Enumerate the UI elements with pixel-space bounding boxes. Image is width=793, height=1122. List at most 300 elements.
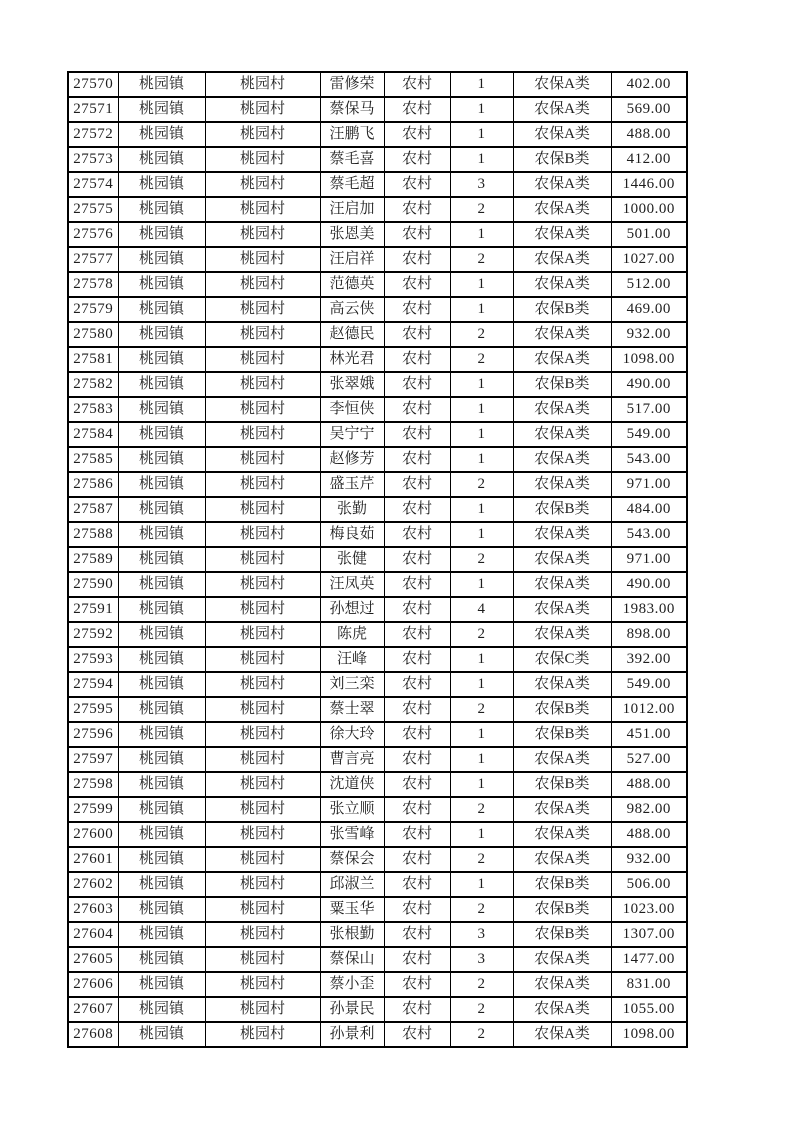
- cell-insurance_type: 农保A类: [513, 347, 611, 372]
- cell-name: 徐大玲: [320, 722, 384, 747]
- cell-village: 桃园村: [205, 422, 320, 447]
- cell-town: 桃园镇: [118, 722, 205, 747]
- cell-amount: 543.00: [611, 447, 687, 472]
- cell-household_type: 农村: [384, 897, 450, 922]
- cell-village: 桃园村: [205, 522, 320, 547]
- cell-insurance_type: 农保A类: [513, 997, 611, 1022]
- cell-person_count: 1: [450, 397, 513, 422]
- cell-person_count: 1: [450, 422, 513, 447]
- cell-amount: 488.00: [611, 822, 687, 847]
- cell-name: 蔡士翠: [320, 697, 384, 722]
- cell-village: 桃园村: [205, 97, 320, 122]
- cell-amount: 484.00: [611, 497, 687, 522]
- cell-household_type: 农村: [384, 272, 450, 297]
- cell-village: 桃园村: [205, 672, 320, 697]
- cell-name: 孙想过: [320, 597, 384, 622]
- cell-household_type: 农村: [384, 872, 450, 897]
- cell-household_type: 农村: [384, 947, 450, 972]
- cell-name: 蔡保马: [320, 97, 384, 122]
- cell-name: 蔡保会: [320, 847, 384, 872]
- cell-household_type: 农村: [384, 422, 450, 447]
- cell-village: 桃园村: [205, 397, 320, 422]
- cell-household_type: 农村: [384, 222, 450, 247]
- cell-village: 桃园村: [205, 797, 320, 822]
- table-row: [68, 597, 687, 622]
- cell-household_type: 农村: [384, 847, 450, 872]
- cell-person_count: 1: [450, 722, 513, 747]
- table-row: [68, 172, 687, 197]
- cell-town: 桃园镇: [118, 647, 205, 672]
- cell-record_id: 27570: [68, 72, 118, 97]
- table-row: [68, 647, 687, 672]
- cell-household_type: 农村: [384, 797, 450, 822]
- cell-record_id: 27608: [68, 1022, 118, 1047]
- cell-person_count: 2: [450, 547, 513, 572]
- cell-amount: 1055.00: [611, 997, 687, 1022]
- cell-town: 桃园镇: [118, 997, 205, 1022]
- cell-insurance_type: 农保B类: [513, 372, 611, 397]
- cell-record_id: 27572: [68, 122, 118, 147]
- cell-town: 桃园镇: [118, 422, 205, 447]
- cell-village: 桃园村: [205, 972, 320, 997]
- cell-record_id: 27583: [68, 397, 118, 422]
- cell-insurance_type: 农保A类: [513, 622, 611, 647]
- cell-person_count: 2: [450, 347, 513, 372]
- cell-village: 桃园村: [205, 197, 320, 222]
- cell-household_type: 农村: [384, 322, 450, 347]
- cell-amount: 1983.00: [611, 597, 687, 622]
- cell-village: 桃园村: [205, 222, 320, 247]
- cell-amount: 1098.00: [611, 1022, 687, 1047]
- cell-village: 桃园村: [205, 547, 320, 572]
- cell-record_id: 27592: [68, 622, 118, 647]
- cell-household_type: 农村: [384, 122, 450, 147]
- cell-name: 陈虎: [320, 622, 384, 647]
- cell-name: 汪启祥: [320, 247, 384, 272]
- cell-insurance_type: 农保A类: [513, 822, 611, 847]
- cell-amount: 527.00: [611, 747, 687, 772]
- table-row: [68, 872, 687, 897]
- cell-person_count: 2: [450, 622, 513, 647]
- cell-name: 汪凤英: [320, 572, 384, 597]
- cell-town: 桃园镇: [118, 497, 205, 522]
- cell-town: 桃园镇: [118, 922, 205, 947]
- cell-household_type: 农村: [384, 647, 450, 672]
- cell-village: 桃园村: [205, 897, 320, 922]
- cell-village: 桃园村: [205, 997, 320, 1022]
- cell-household_type: 农村: [384, 997, 450, 1022]
- cell-name: 蔡保山: [320, 947, 384, 972]
- cell-town: 桃园镇: [118, 122, 205, 147]
- cell-household_type: 农村: [384, 447, 450, 472]
- cell-record_id: 27589: [68, 547, 118, 572]
- cell-name: 孙景民: [320, 997, 384, 1022]
- cell-insurance_type: 农保B类: [513, 872, 611, 897]
- cell-amount: 392.00: [611, 647, 687, 672]
- cell-amount: 490.00: [611, 372, 687, 397]
- cell-record_id: 27607: [68, 997, 118, 1022]
- cell-amount: 932.00: [611, 322, 687, 347]
- cell-town: 桃园镇: [118, 472, 205, 497]
- table-row: [68, 422, 687, 447]
- cell-name: 林光君: [320, 347, 384, 372]
- cell-amount: 506.00: [611, 872, 687, 897]
- cell-amount: 412.00: [611, 147, 687, 172]
- cell-record_id: 27595: [68, 697, 118, 722]
- cell-name: 雷修荣: [320, 72, 384, 97]
- cell-amount: 543.00: [611, 522, 687, 547]
- cell-amount: 1027.00: [611, 247, 687, 272]
- cell-town: 桃园镇: [118, 747, 205, 772]
- cell-name: 沈道侠: [320, 772, 384, 797]
- cell-name: 汪启加: [320, 197, 384, 222]
- cell-town: 桃园镇: [118, 597, 205, 622]
- cell-amount: 402.00: [611, 72, 687, 97]
- cell-insurance_type: 农保A类: [513, 1022, 611, 1047]
- cell-person_count: 2: [450, 997, 513, 1022]
- cell-person_count: 2: [450, 247, 513, 272]
- cell-person_count: 1: [450, 497, 513, 522]
- table-row: [68, 397, 687, 422]
- cell-record_id: 27587: [68, 497, 118, 522]
- cell-name: 张翠娥: [320, 372, 384, 397]
- cell-name: 范德英: [320, 272, 384, 297]
- cell-insurance_type: 农保A类: [513, 472, 611, 497]
- cell-amount: 932.00: [611, 847, 687, 872]
- cell-record_id: 27604: [68, 922, 118, 947]
- table-row: [68, 797, 687, 822]
- cell-insurance_type: 农保A类: [513, 947, 611, 972]
- cell-village: 桃园村: [205, 372, 320, 397]
- table-row: [68, 322, 687, 347]
- table-row: [68, 772, 687, 797]
- table-row: [68, 497, 687, 522]
- cell-person_count: 1: [450, 522, 513, 547]
- table-row: [68, 747, 687, 772]
- table-row: [68, 697, 687, 722]
- cell-amount: 517.00: [611, 397, 687, 422]
- table-row: [68, 672, 687, 697]
- cell-town: 桃园镇: [118, 72, 205, 97]
- cell-name: 赵德民: [320, 322, 384, 347]
- cell-insurance_type: 农保A类: [513, 197, 611, 222]
- cell-name: 汪峰: [320, 647, 384, 672]
- cell-town: 桃园镇: [118, 897, 205, 922]
- cell-person_count: 2: [450, 897, 513, 922]
- cell-record_id: 27590: [68, 572, 118, 597]
- cell-name: 孙景利: [320, 1022, 384, 1047]
- cell-household_type: 农村: [384, 472, 450, 497]
- cell-town: 桃园镇: [118, 322, 205, 347]
- cell-village: 桃园村: [205, 147, 320, 172]
- cell-village: 桃园村: [205, 847, 320, 872]
- cell-town: 桃园镇: [118, 547, 205, 572]
- cell-household_type: 农村: [384, 372, 450, 397]
- cell-person_count: 2: [450, 322, 513, 347]
- cell-town: 桃园镇: [118, 247, 205, 272]
- cell-village: 桃园村: [205, 772, 320, 797]
- cell-insurance_type: 农保A类: [513, 422, 611, 447]
- cell-household_type: 农村: [384, 97, 450, 122]
- cell-amount: 469.00: [611, 297, 687, 322]
- cell-town: 桃园镇: [118, 397, 205, 422]
- cell-record_id: 27605: [68, 947, 118, 972]
- cell-person_count: 2: [450, 1022, 513, 1047]
- table-row: [68, 922, 687, 947]
- cell-person_count: 1: [450, 447, 513, 472]
- cell-village: 桃园村: [205, 347, 320, 372]
- cell-household_type: 农村: [384, 572, 450, 597]
- cell-insurance_type: 农保B类: [513, 722, 611, 747]
- cell-amount: 501.00: [611, 222, 687, 247]
- table-row: [68, 897, 687, 922]
- cell-person_count: 2: [450, 972, 513, 997]
- cell-amount: 1477.00: [611, 947, 687, 972]
- cell-amount: 1023.00: [611, 897, 687, 922]
- cell-town: 桃园镇: [118, 872, 205, 897]
- cell-record_id: 27601: [68, 847, 118, 872]
- cell-record_id: 27573: [68, 147, 118, 172]
- cell-town: 桃园镇: [118, 522, 205, 547]
- cell-village: 桃园村: [205, 697, 320, 722]
- cell-name: 盛玉芹: [320, 472, 384, 497]
- cell-town: 桃园镇: [118, 297, 205, 322]
- cell-village: 桃园村: [205, 947, 320, 972]
- table-row: [68, 222, 687, 247]
- table-row: [68, 472, 687, 497]
- cell-insurance_type: 农保A类: [513, 672, 611, 697]
- cell-record_id: 27580: [68, 322, 118, 347]
- cell-village: 桃园村: [205, 597, 320, 622]
- cell-amount: 512.00: [611, 272, 687, 297]
- cell-name: 张立顺: [320, 797, 384, 822]
- cell-amount: 831.00: [611, 972, 687, 997]
- table-row: [68, 247, 687, 272]
- table-row: [68, 272, 687, 297]
- cell-amount: 971.00: [611, 547, 687, 572]
- cell-village: 桃园村: [205, 647, 320, 672]
- cell-person_count: 1: [450, 72, 513, 97]
- cell-name: 赵修芳: [320, 447, 384, 472]
- table-row: [68, 197, 687, 222]
- cell-insurance_type: 农保A类: [513, 272, 611, 297]
- cell-insurance_type: 农保B类: [513, 697, 611, 722]
- cell-name: 蔡毛喜: [320, 147, 384, 172]
- cell-insurance_type: 农保A类: [513, 247, 611, 272]
- cell-record_id: 27596: [68, 722, 118, 747]
- cell-person_count: 3: [450, 947, 513, 972]
- cell-town: 桃园镇: [118, 97, 205, 122]
- cell-village: 桃园村: [205, 822, 320, 847]
- table-row: [68, 1022, 687, 1047]
- cell-name: 曹言亮: [320, 747, 384, 772]
- cell-household_type: 农村: [384, 522, 450, 547]
- cell-insurance_type: 农保B类: [513, 497, 611, 522]
- cell-town: 桃园镇: [118, 1022, 205, 1047]
- cell-household_type: 农村: [384, 147, 450, 172]
- cell-village: 桃园村: [205, 1022, 320, 1047]
- cell-insurance_type: 农保A类: [513, 572, 611, 597]
- cell-person_count: 1: [450, 872, 513, 897]
- table-row: [68, 847, 687, 872]
- cell-person_count: 2: [450, 797, 513, 822]
- cell-name: 刘三栾: [320, 672, 384, 697]
- cell-household_type: 农村: [384, 347, 450, 372]
- cell-record_id: 27602: [68, 872, 118, 897]
- cell-town: 桃园镇: [118, 797, 205, 822]
- cell-amount: 1012.00: [611, 697, 687, 722]
- cell-town: 桃园镇: [118, 672, 205, 697]
- cell-insurance_type: 农保A类: [513, 847, 611, 872]
- cell-town: 桃园镇: [118, 572, 205, 597]
- cell-amount: 488.00: [611, 122, 687, 147]
- cell-town: 桃园镇: [118, 147, 205, 172]
- cell-town: 桃园镇: [118, 197, 205, 222]
- cell-amount: 982.00: [611, 797, 687, 822]
- cell-person_count: 1: [450, 147, 513, 172]
- cell-village: 桃园村: [205, 272, 320, 297]
- table-row: [68, 547, 687, 572]
- cell-insurance_type: 农保A类: [513, 122, 611, 147]
- cell-town: 桃园镇: [118, 447, 205, 472]
- cell-household_type: 农村: [384, 747, 450, 772]
- table-row: [68, 622, 687, 647]
- cell-person_count: 4: [450, 597, 513, 622]
- cell-household_type: 农村: [384, 397, 450, 422]
- cell-record_id: 27606: [68, 972, 118, 997]
- cell-village: 桃园村: [205, 872, 320, 897]
- cell-record_id: 27574: [68, 172, 118, 197]
- table-row: [68, 997, 687, 1022]
- cell-record_id: 27599: [68, 797, 118, 822]
- cell-town: 桃园镇: [118, 772, 205, 797]
- cell-record_id: 27594: [68, 672, 118, 697]
- cell-name: 邱淑兰: [320, 872, 384, 897]
- cell-amount: 1307.00: [611, 922, 687, 947]
- cell-record_id: 27579: [68, 297, 118, 322]
- cell-person_count: 1: [450, 272, 513, 297]
- cell-town: 桃园镇: [118, 372, 205, 397]
- cell-town: 桃园镇: [118, 222, 205, 247]
- cell-name: 张根勤: [320, 922, 384, 947]
- cell-household_type: 农村: [384, 247, 450, 272]
- cell-person_count: 2: [450, 697, 513, 722]
- cell-record_id: 27578: [68, 272, 118, 297]
- cell-amount: 490.00: [611, 572, 687, 597]
- cell-insurance_type: 农保A类: [513, 522, 611, 547]
- table-row: [68, 72, 687, 97]
- cell-record_id: 27593: [68, 647, 118, 672]
- beneficiary-table: [67, 71, 688, 1048]
- cell-record_id: 27603: [68, 897, 118, 922]
- cell-household_type: 农村: [384, 722, 450, 747]
- cell-town: 桃园镇: [118, 972, 205, 997]
- cell-amount: 549.00: [611, 672, 687, 697]
- cell-amount: 971.00: [611, 472, 687, 497]
- cell-village: 桃园村: [205, 572, 320, 597]
- cell-amount: 1000.00: [611, 197, 687, 222]
- cell-amount: 451.00: [611, 722, 687, 747]
- cell-person_count: 2: [450, 472, 513, 497]
- cell-person_count: 1: [450, 122, 513, 147]
- cell-person_count: 1: [450, 822, 513, 847]
- cell-name: 李恒侠: [320, 397, 384, 422]
- cell-insurance_type: 农保A类: [513, 797, 611, 822]
- table-row: [68, 947, 687, 972]
- cell-person_count: 1: [450, 222, 513, 247]
- cell-insurance_type: 农保A类: [513, 72, 611, 97]
- cell-insurance_type: 农保A类: [513, 97, 611, 122]
- cell-person_count: 1: [450, 297, 513, 322]
- cell-household_type: 农村: [384, 197, 450, 222]
- cell-name: 张健: [320, 547, 384, 572]
- table-row: [68, 447, 687, 472]
- cell-insurance_type: 农保A类: [513, 597, 611, 622]
- cell-village: 桃园村: [205, 472, 320, 497]
- cell-person_count: 1: [450, 572, 513, 597]
- cell-town: 桃园镇: [118, 822, 205, 847]
- cell-person_count: 1: [450, 672, 513, 697]
- cell-town: 桃园镇: [118, 847, 205, 872]
- cell-insurance_type: 农保B类: [513, 897, 611, 922]
- cell-name: 梅良茹: [320, 522, 384, 547]
- cell-village: 桃园村: [205, 497, 320, 522]
- cell-insurance_type: 农保A类: [513, 222, 611, 247]
- cell-household_type: 农村: [384, 597, 450, 622]
- cell-insurance_type: 农保B类: [513, 147, 611, 172]
- cell-household_type: 农村: [384, 547, 450, 572]
- cell-record_id: 27585: [68, 447, 118, 472]
- cell-village: 桃园村: [205, 322, 320, 347]
- table-row: [68, 297, 687, 322]
- cell-person_count: 1: [450, 772, 513, 797]
- cell-village: 桃园村: [205, 122, 320, 147]
- cell-name: 张勤: [320, 497, 384, 522]
- cell-household_type: 农村: [384, 72, 450, 97]
- cell-town: 桃园镇: [118, 272, 205, 297]
- table-row: [68, 572, 687, 597]
- cell-record_id: 27577: [68, 247, 118, 272]
- cell-household_type: 农村: [384, 297, 450, 322]
- cell-village: 桃园村: [205, 447, 320, 472]
- cell-insurance_type: 农保B类: [513, 297, 611, 322]
- cell-insurance_type: 农保A类: [513, 397, 611, 422]
- cell-village: 桃园村: [205, 172, 320, 197]
- cell-household_type: 农村: [384, 622, 450, 647]
- cell-household_type: 农村: [384, 972, 450, 997]
- cell-name: 高云侠: [320, 297, 384, 322]
- cell-village: 桃园村: [205, 297, 320, 322]
- cell-amount: 898.00: [611, 622, 687, 647]
- cell-village: 桃园村: [205, 922, 320, 947]
- cell-name: 蔡毛超: [320, 172, 384, 197]
- cell-record_id: 27597: [68, 747, 118, 772]
- cell-insurance_type: 农保A类: [513, 747, 611, 772]
- cell-town: 桃园镇: [118, 697, 205, 722]
- cell-household_type: 农村: [384, 772, 450, 797]
- cell-town: 桃园镇: [118, 347, 205, 372]
- cell-household_type: 农村: [384, 672, 450, 697]
- cell-name: 汪鹏飞: [320, 122, 384, 147]
- cell-insurance_type: 农保A类: [513, 547, 611, 572]
- table-row: [68, 972, 687, 997]
- cell-record_id: 27600: [68, 822, 118, 847]
- cell-amount: 549.00: [611, 422, 687, 447]
- cell-village: 桃园村: [205, 72, 320, 97]
- table-row: [68, 97, 687, 122]
- cell-household_type: 农村: [384, 922, 450, 947]
- cell-household_type: 农村: [384, 172, 450, 197]
